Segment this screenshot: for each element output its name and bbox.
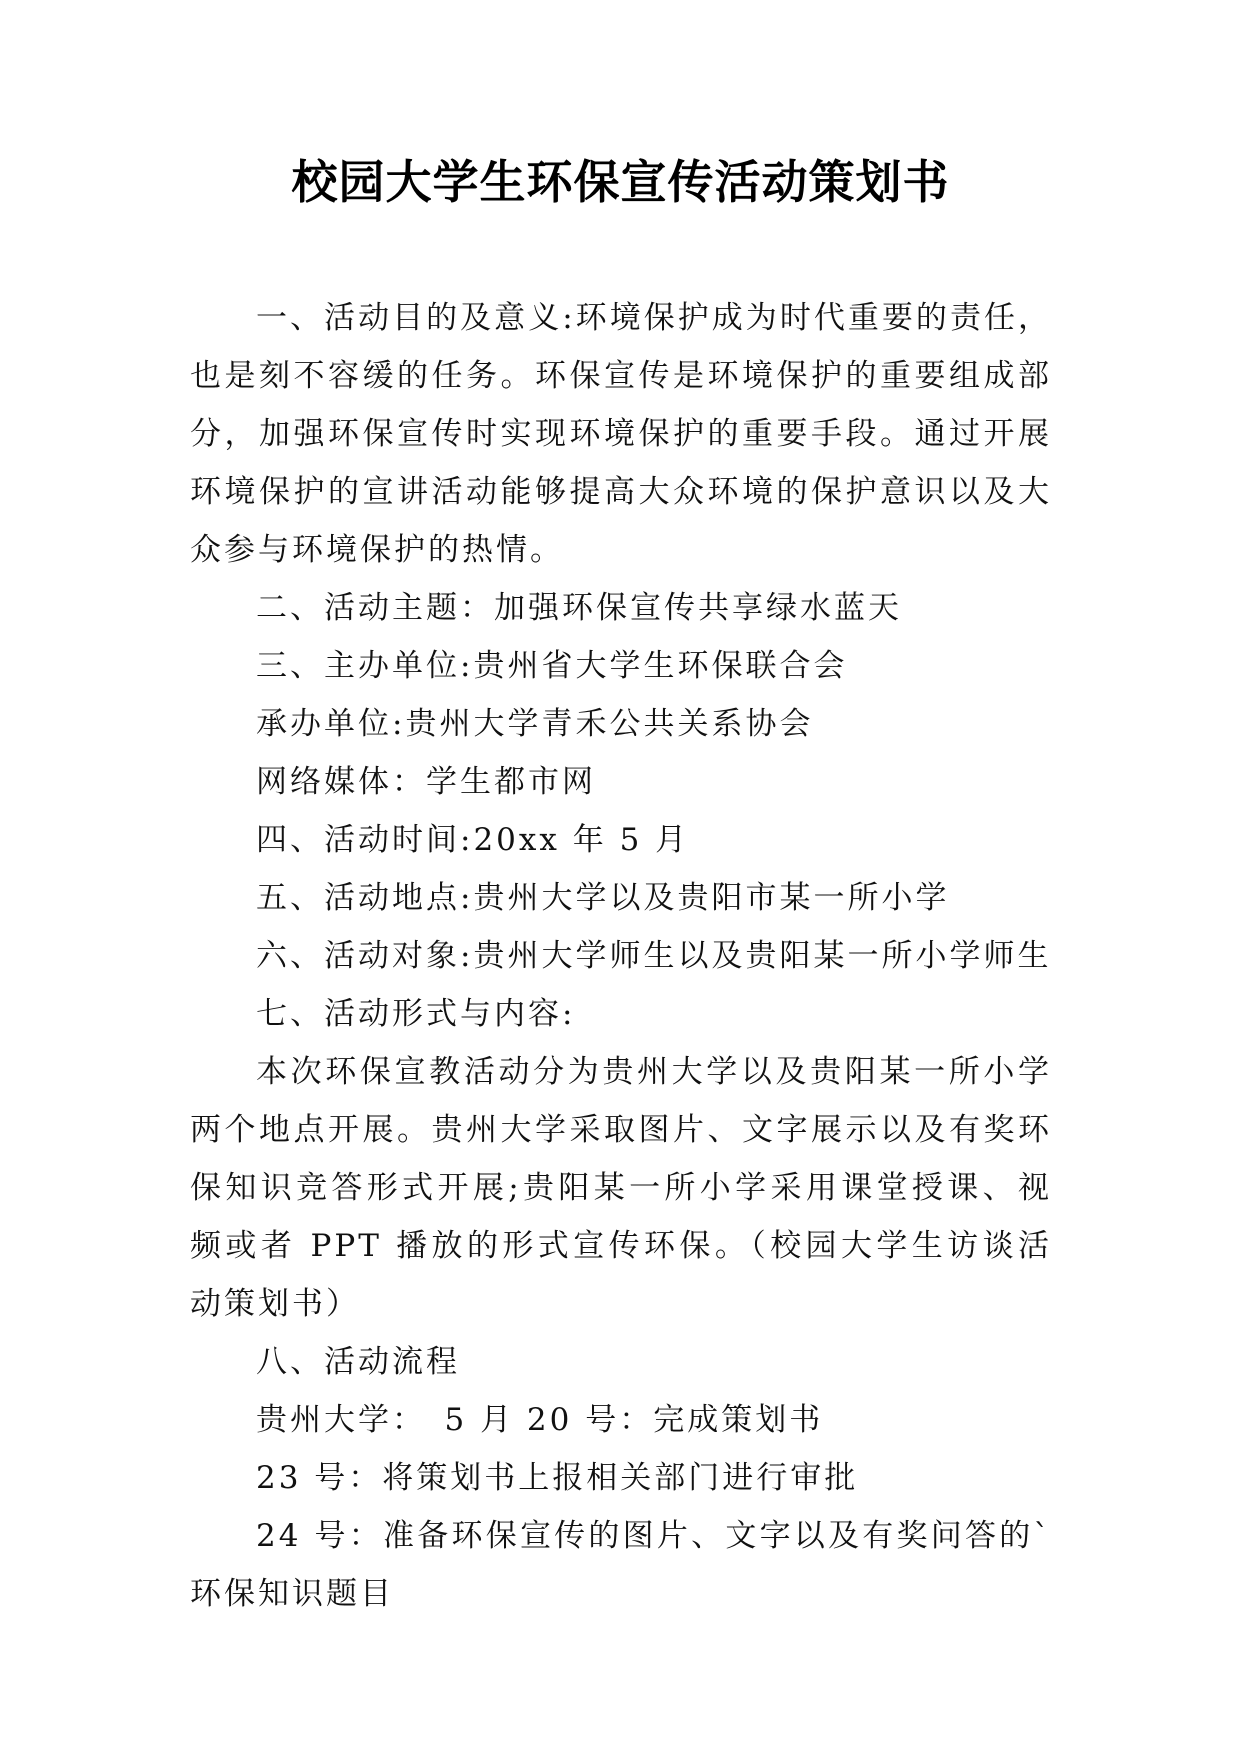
- section-time-paragraph: 四、活动时间:20xx 年 5 月: [256, 822, 690, 858]
- section-organizer-paragraph: 三、主办单位:贵州省大学生环保联合会: [256, 648, 848, 684]
- co-organizer-paragraph: 承办单位:贵州大学青禾公共关系协会: [256, 706, 814, 742]
- document-body: [190, 289, 1052, 1623]
- section-location-paragraph: 五、活动地点:贵州大学以及贵阳市某一所小学: [256, 880, 950, 916]
- section-theme-paragraph: 二、活动主题：加强环保宣传共享绿水蓝天: [256, 590, 902, 626]
- process-step-paragraph: 贵州大学： 5 月 20 号：完成策划书: [256, 1402, 824, 1438]
- document-title: 校园大学生环保宣传活动策划书: [291, 155, 950, 209]
- process-step-paragraph: 24 号：准备环保宣传的图片、文字以及有奖问答的`环保知识题目: [190, 1518, 1052, 1612]
- format-content-paragraph: 本次环保宣教活动分为贵州大学以及贵阳某一所小学两个地点开展。贵州大学采取图片、文字展示以及有奖环保知识竞答形式开展;贵阳某一所小学采用课堂授课、视频或者 PPT 播放的形式宣传环保。（校园大学生访谈活动策划书）: [190, 1054, 1052, 1322]
- section-process-heading: 八、活动流程: [256, 1344, 460, 1380]
- section-format-heading: 七、活动形式与内容:: [256, 996, 576, 1032]
- online-media-paragraph: 网络媒体：学生都市网: [256, 764, 596, 800]
- section-purpose-paragraph: 一、活动目的及意义:环境保护成为时代重要的责任，也是刻不容缓的任务。环保宣传是环境保护的重要组成部分，加强环保宣传时实现环境保护的重要手段。通过开展环境保护的宣讲活动能够提高大众环境的保护意识以及大众参与环境保护的热情。: [190, 300, 1052, 568]
- process-step-paragraph: 23 号：将策划书上报相关部门进行审批: [256, 1460, 859, 1496]
- section-audience-paragraph: 六、活动对象:贵州大学师生以及贵阳某一所小学师生: [256, 938, 1052, 974]
